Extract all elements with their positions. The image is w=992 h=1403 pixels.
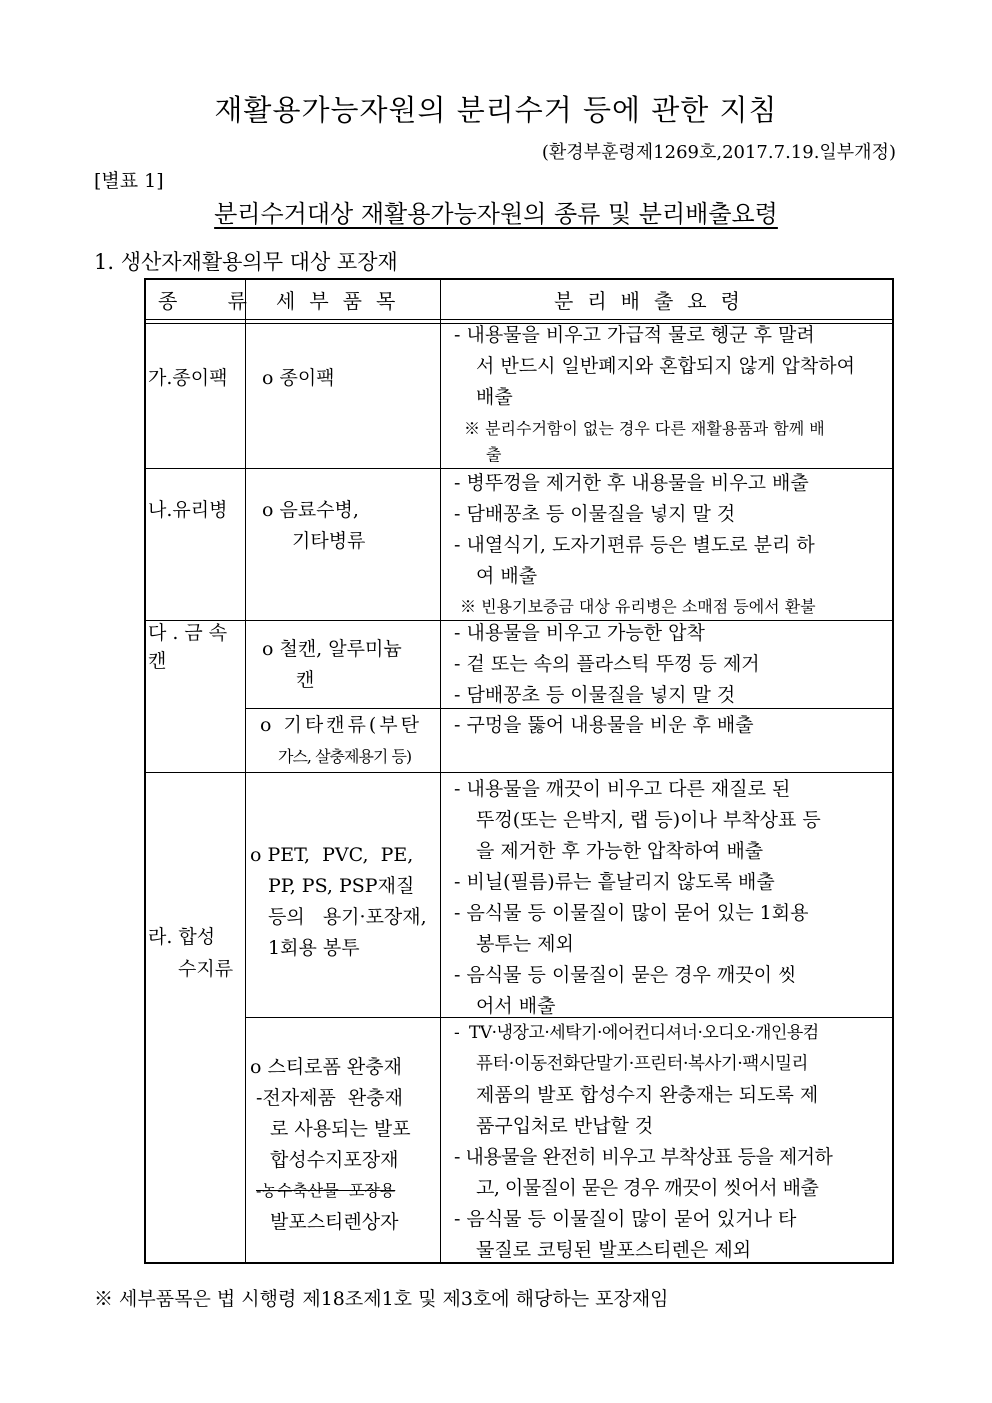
instruction-line: 뚜껑(또는 은박지, 랩 등)이나 부착상표 등 xyxy=(476,809,821,831)
detail-text: o 스티로폼 완충재 xyxy=(250,1056,402,1078)
detail-text: 캔 xyxy=(296,669,315,691)
detail-text: -전자제품 완충재 xyxy=(256,1087,403,1109)
instruction-line: - 겉 또는 속의 플라스틱 뚜껑 등 제거 xyxy=(454,653,760,675)
annex-label: [별표 1] xyxy=(94,170,164,192)
detail-text: 합성수지포장재 xyxy=(270,1149,399,1171)
detail-text: 기타병류 xyxy=(292,530,366,552)
instruction-line: 을 제거한 후 가능한 압착하여 배출 xyxy=(476,840,764,862)
instruction-line: 제품의 발포 합성수지 완충재는 되도록 제 xyxy=(476,1084,819,1106)
instruction-line: - 비닐(필름)류는 흩날리지 않도록 배출 xyxy=(454,871,775,893)
instruction-line: - 담배꽁초 등 이물질을 넣지 말 것 xyxy=(454,684,736,706)
detail-text: o PET, PVC, PE, xyxy=(250,844,414,866)
instruction-line: 퓨터·이동전화단말기·프린터·복사기·팩시밀리 xyxy=(476,1054,808,1074)
instruction-line: - 음식물 등 이물질이 많이 묻어 있거나 타 xyxy=(454,1208,797,1230)
instruction-line: - 내용물을 깨끗이 비우고 다른 재질로 된 xyxy=(454,778,791,800)
annex-title xyxy=(0,194,992,229)
detail-text: 등의 용기·포장재, xyxy=(268,906,427,928)
detail-text: 1회용 봉투 xyxy=(268,937,360,959)
instruction-line: 서 반드시 일반폐지와 혼합되지 않게 압착하여 xyxy=(476,355,855,377)
instruction-line: - 내용물을 완전히 비우고 부착상표 등을 제거하 xyxy=(454,1146,833,1168)
col-divider xyxy=(440,280,441,1262)
instruction-line: - 병뚜껑을 제거한 후 내용물을 비우고 배출 xyxy=(454,472,809,494)
detail-text: 가스, 살충제용기 등) xyxy=(278,747,412,766)
header-category: 종 류 xyxy=(158,289,269,313)
category-metal-can: 다.금속 xyxy=(148,622,234,644)
note-line: ※ 분리수거함이 없는 경우 다른 재활용품과 함께 배 xyxy=(464,419,825,438)
detail-text: 발포스티렌상자 xyxy=(270,1211,399,1233)
instruction-line: - 내용물을 비우고 가능한 압착 xyxy=(454,622,705,644)
instruction-line: - 내용물을 비우고 가급적 물로 헹군 후 말려 xyxy=(454,324,815,346)
category-synthetic-resin: 수지류 xyxy=(178,958,234,980)
category-synthetic-resin: 라. 합성 xyxy=(148,926,216,948)
detail-text: 로 사용되는 발포 xyxy=(270,1118,411,1140)
footnote: ※ 세부품목은 법 시행령 제18조제1호 및 제3호에 해당하는 포장재임 xyxy=(94,1288,669,1310)
category-metal-can: 캔 xyxy=(148,650,167,672)
detail-text: o 기타캔류(부탄 xyxy=(260,714,423,736)
header-instructions: 분리배출요령 xyxy=(554,289,754,313)
recycling-table xyxy=(144,278,894,1264)
instruction-line: 품구입처로 반납할 것 xyxy=(476,1115,654,1137)
instruction-line: - 구멍을 뚫어 내용물을 비운 후 배출 xyxy=(454,714,754,736)
detail-text: o 음료수병, xyxy=(262,499,359,521)
detail-text: -농수축산물 포장용 xyxy=(256,1181,396,1200)
instruction-line: 고, 이물질이 묻은 경우 깨끗이 씻어서 배출 xyxy=(476,1177,819,1199)
instruction-line: 여 배출 xyxy=(476,565,538,587)
instruction-line: - 내열식기, 도자기편류 등은 별도로 분리 하 xyxy=(454,534,815,556)
section-title: 1. 생산자재활용의무 대상 포장재 xyxy=(94,250,398,274)
category-paper-pack: 가.종이팩 xyxy=(148,367,228,389)
header-detail: 세부품목 xyxy=(276,289,410,313)
document-subtitle: (환경부훈령제1269호,2017.7.19.일부개정) xyxy=(541,142,896,163)
detail-text: PP, PS, PSP재질 xyxy=(268,875,415,897)
instruction-line: 봉투는 제외 xyxy=(476,933,574,955)
note-line: ※ 빈용기보증금 대상 유리병은 소매점 등에서 환불 xyxy=(460,597,816,616)
instruction-line: 배출 xyxy=(476,386,513,408)
document-title: 재활용가능자원의 분리수거 등에 관한 지침 xyxy=(214,93,778,127)
instruction-line: - TV·냉장고·세탁기·에어컨디셔너·오디오·개인용컴 xyxy=(454,1023,819,1043)
instruction-line: 어서 배출 xyxy=(476,995,556,1017)
instruction-line: - 음식물 등 이물질이 묻은 경우 깨끗이 씻 xyxy=(454,964,797,986)
note-line: 출 xyxy=(486,445,502,464)
col-divider xyxy=(245,280,246,1262)
instruction-line: - 음식물 등 이물질이 많이 묻어 있는 1회용 xyxy=(454,902,809,924)
row-divider xyxy=(146,772,892,773)
detail-text: o 종이팩 xyxy=(262,367,335,389)
detail-text: o 철캔, 알루미늄 xyxy=(262,638,402,660)
annex-title-text: 분리수거대상 재활용가능자원의 종류 및 분리배출요령 xyxy=(214,200,778,228)
instruction-line: - 담배꽁초 등 이물질을 넣지 말 것 xyxy=(454,503,736,525)
instruction-line: 물질로 코팅된 발포스티렌은 제외 xyxy=(476,1239,752,1261)
category-glass-bottle: 나.유리병 xyxy=(148,499,228,521)
